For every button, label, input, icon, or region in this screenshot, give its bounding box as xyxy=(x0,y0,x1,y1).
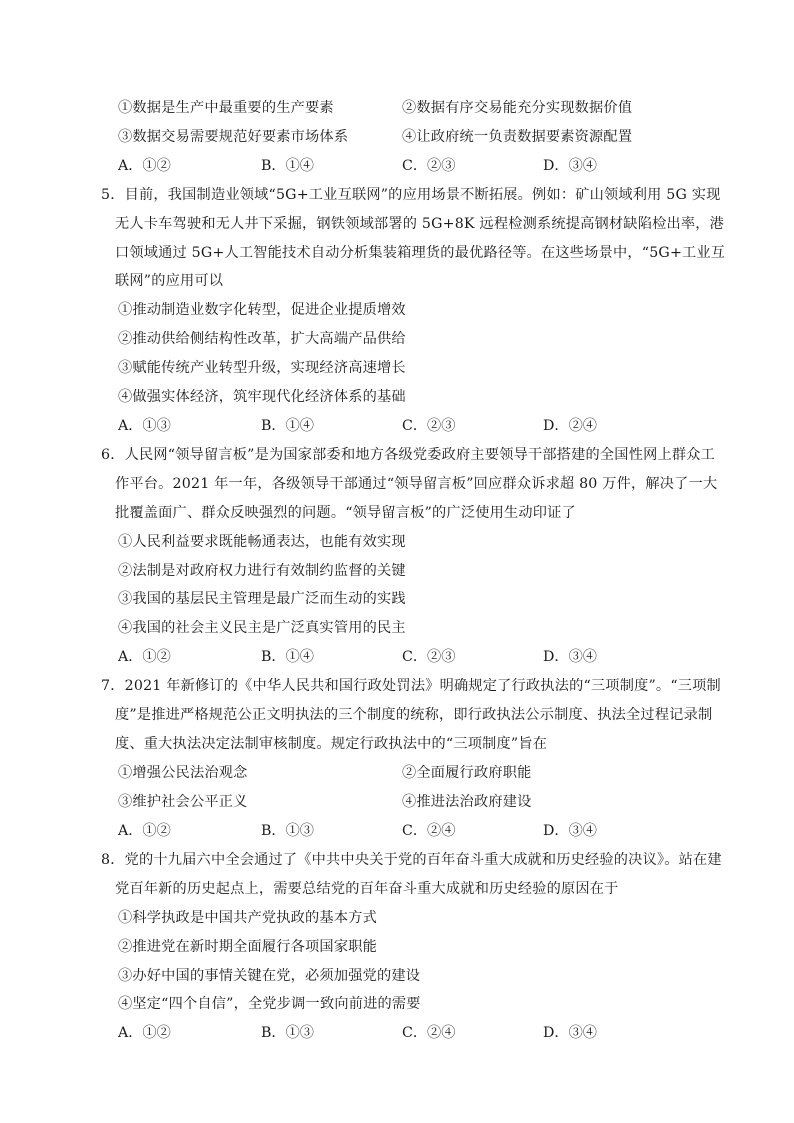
q6-stem-line: 作平台。2021 年一年，各级领导干部通过“领导留言板”回应群众诉求超 80 万件，解决了一大 xyxy=(115,476,718,492)
q5-option-2: ②推动供给侧结构性改革，扩大高端产品供给 xyxy=(118,331,406,347)
q6-option-3: ③我国的基层民主管理是最广泛而生动的实践 xyxy=(118,591,406,607)
q6-stem-line: 6．人民网“领导留言板”是为国家部委和地方各级党委政府主要领导干部搭建的全国性网上群众工 xyxy=(101,447,716,463)
q5-option-4: ④做强实体经济，筑牢现代化经济体系的基础 xyxy=(118,389,406,405)
q8-answer-a: A．①② xyxy=(118,1025,171,1041)
q8-stem-line: 8．党的十九届六中全会通过了《中共中央关于党的百年奋斗重大成就和历史经验的决议》。站在建 xyxy=(101,852,722,868)
q8-option-4: ④坚定“四个自信”，全党步调一致向前进的需要 xyxy=(118,996,421,1012)
q5-answer-d: D．②④ xyxy=(543,418,597,434)
q5-answer-a: A．①③ xyxy=(118,418,171,434)
q6-stem-line: 批覆盖面广、群众反映强烈的问题。“领导留言板”的广泛使用生动印证了 xyxy=(115,505,576,521)
q5-stem-line: 5．目前，我国制造业领域“5G+工业互联网”的应用场景不断拓展。例如：矿山领域利用 5G 实现 xyxy=(101,187,721,203)
q4-option-3: ③数据交易需要规范好要素市场体系 xyxy=(118,129,349,145)
q4-option-4: ④让政府统一负责数据要素资源配置 xyxy=(402,129,633,145)
q8-answer-d: D．③④ xyxy=(543,1025,597,1041)
q7-stem-line: 7．2021 年新修订的《中华人民共和国行政处罚法》明确规定了行政执法的“三项制度”。“三项制 xyxy=(101,678,721,694)
q5-answer-b: B．①④ xyxy=(261,418,314,434)
q4-option-1: ①数据是生产中最重要的生产要素 xyxy=(118,100,334,116)
q6-option-2: ②法制是对政府权力进行有效制约监督的关键 xyxy=(118,563,406,579)
q8-option-1: ①科学执政是中国共产党执政的基本方式 xyxy=(118,910,377,926)
q6-option-4: ④我国的社会主义民主是广泛真实管用的民主 xyxy=(118,620,406,636)
q5-answer-c: C．②③ xyxy=(402,418,456,434)
q4-answer-b: B．①④ xyxy=(261,158,314,174)
q5-stem-line: 口领域通过 5G+人工智能技术自动分析集装箱理货的最优路径等。在这些场景中，“5G+工业互 xyxy=(115,245,726,261)
q6-answer-c: C．②③ xyxy=(402,649,456,665)
q8-stem-line: 党百年新的历史起点上，需要总结党的百年奋斗重大成就和历史经验的原因在于 xyxy=(115,881,619,897)
q7-option-4: ④推进法治政府建设 xyxy=(402,794,532,810)
q8-answer-b: B．①③ xyxy=(261,1025,314,1041)
q7-stem-line: 度、重大执法决定法制审核制度。规定行政执法中的“三项制度”旨在 xyxy=(115,736,548,752)
q7-answer-c: C．②④ xyxy=(402,823,456,839)
q4-answer-d: D．③④ xyxy=(543,158,597,174)
q5-option-1: ①推动制造业数字化转型，促进企业提质增效 xyxy=(118,302,406,318)
q7-answer-a: A．①② xyxy=(118,823,171,839)
q7-option-1: ①增强公民法治观念 xyxy=(118,765,248,781)
q7-answer-d: D．③④ xyxy=(543,823,597,839)
q7-answer-b: B．①③ xyxy=(261,823,314,839)
q5-option-3: ③赋能传统产业转型升级，实现经济高速增长 xyxy=(118,360,406,376)
q6-answer-d: D．③④ xyxy=(543,649,597,665)
q6-answer-a: A．①② xyxy=(118,649,171,665)
q4-answer-c: C．②③ xyxy=(402,158,456,174)
q7-option-2: ②全面履行政府职能 xyxy=(402,765,532,781)
q4-option-2: ②数据有序交易能充分实现数据价值 xyxy=(402,100,633,116)
q5-stem-line: 联网”的应用可以 xyxy=(115,273,224,289)
q7-option-3: ③维护社会公平正义 xyxy=(118,794,248,810)
q5-stem-line: 无人卡车驾驶和无人井下采掘，钢铁领域部署的 5G+8K 远程检测系统提高钢材缺陷检出率，港 xyxy=(115,216,725,232)
q8-option-2: ②推进党在新时期全面履行各项国家职能 xyxy=(118,939,377,955)
q4-answer-a: A．①② xyxy=(118,158,171,174)
q6-option-1: ①人民利益要求既能畅通表达，也能有效实现 xyxy=(118,534,406,550)
q8-answer-c: C．②④ xyxy=(402,1025,456,1041)
q7-stem-line: 度”是推进严格规范公正文明执法的三个制度的统称，即行政执法公示制度、执法全过程记录制 xyxy=(115,707,713,723)
q8-option-3: ③办好中国的事情关键在党，必须加强党的建设 xyxy=(118,968,421,984)
q6-answer-b: B．①④ xyxy=(261,649,314,665)
